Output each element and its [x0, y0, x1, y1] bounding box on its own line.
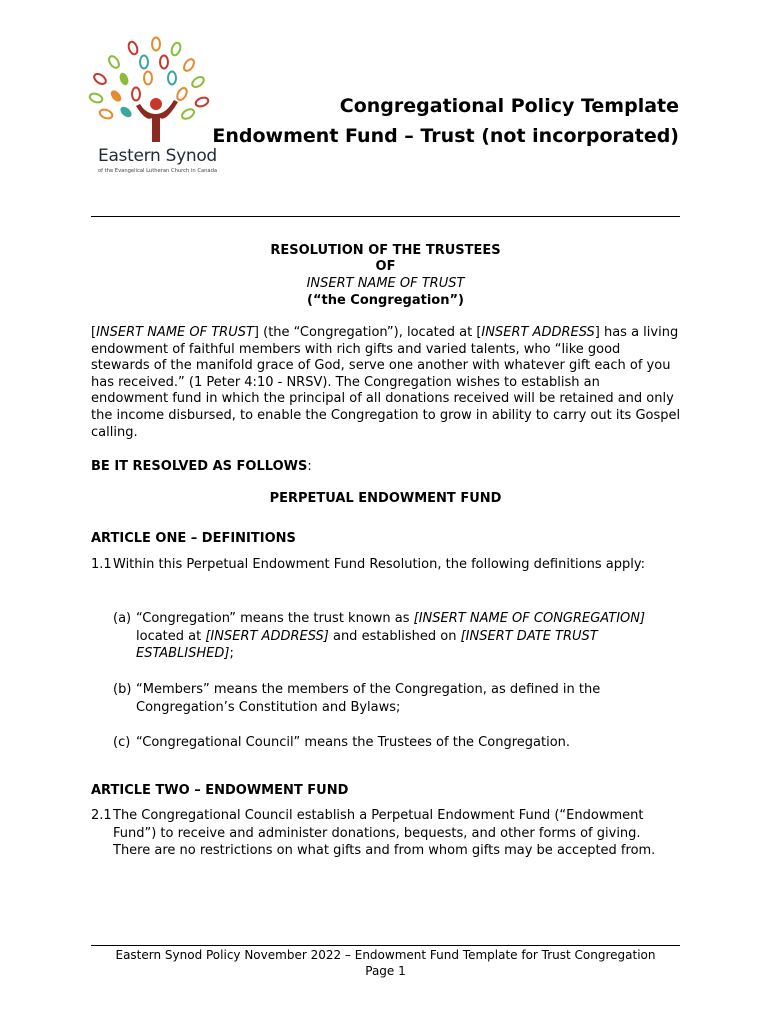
definition-members: “Members” means the members of the Congregation, as defined in the Congregation’s Constitution and Bylaws;	[136, 682, 601, 715]
tree-leaves	[89, 38, 210, 121]
resolution-line1: RESOLUTION OF THE TRUSTEES	[270, 243, 501, 258]
intro-paragraph: [INSERT NAME OF TRUST] (the “Congregation”), located at [INSERT ADDRESS] has a living endowment of faithful members with rich gifts and varied talents, who “like good stewards of the manifold grace of God, serve one another with whatever gift each of you has received.” (1 Peter 4:10 - NRSV). The Congregation wishes to establish an endowment fund in which the principal of all donations received will be retained and only the income disbursed, to enable the Congregation to grow in ability to carry out its Gospel calling.	[91, 325, 681, 440]
section-number: 2.1	[91, 808, 112, 823]
section-number: 1.1	[91, 557, 112, 572]
resolution-line2: OF	[375, 259, 396, 274]
resolution-congregation: (“the Congregation”)	[307, 293, 464, 308]
article-two-heading: ARTICLE TWO – ENDOWMENT FUND	[91, 783, 349, 798]
section-text: The Congregational Council establish a Perpetual Endowment Fund (“Endowment Fund”) to receive and administer donations, bequests, and other forms of giving. There are no restrictions on what gifts and from whom gifts may be accepted from.	[113, 808, 656, 858]
footer-text: Eastern Synod Policy November 2022 – Endowment Fund Template for Trust Congregation	[115, 948, 656, 962]
resolved-line: BE IT RESOLVED AS FOLLOWS:	[91, 459, 312, 474]
doc-subtitle: Endowment Fund – Trust (not incorporated)	[212, 125, 679, 147]
definition-council: “Congregational Council” means the Trustees of the Congregation.	[136, 735, 571, 750]
page-number: Page 1	[365, 964, 406, 978]
footer-divider	[91, 945, 680, 946]
doc-title: Congregational Policy Template	[339, 95, 679, 117]
logo-tagline: of the Evangelical Lutheran Church in Canada	[98, 168, 218, 174]
section-text: Within this Perpetual Endowment Fund Resolution, the following definitions apply:	[113, 557, 645, 572]
definition-label: (c)	[113, 735, 131, 750]
resolution-trust-name: INSERT NAME OF TRUST	[306, 276, 465, 291]
definition-label: (b)	[113, 682, 132, 697]
definition-congregation: “Congregation” means the trust known as [INSERT NAME OF CONGREGATION] located at [INSERT ADDRESS] and established on [INSERT DATE TRUST ESTABLISHED];	[136, 611, 646, 661]
logo-name: Eastern Synod	[98, 146, 217, 166]
person-figure	[136, 98, 178, 142]
fund-heading: PERPETUAL ENDOWMENT FUND	[269, 491, 502, 506]
article-one-heading: ARTICLE ONE – DEFINITIONS	[91, 531, 296, 546]
definition-label: (a)	[113, 611, 132, 626]
header-divider	[91, 216, 680, 217]
